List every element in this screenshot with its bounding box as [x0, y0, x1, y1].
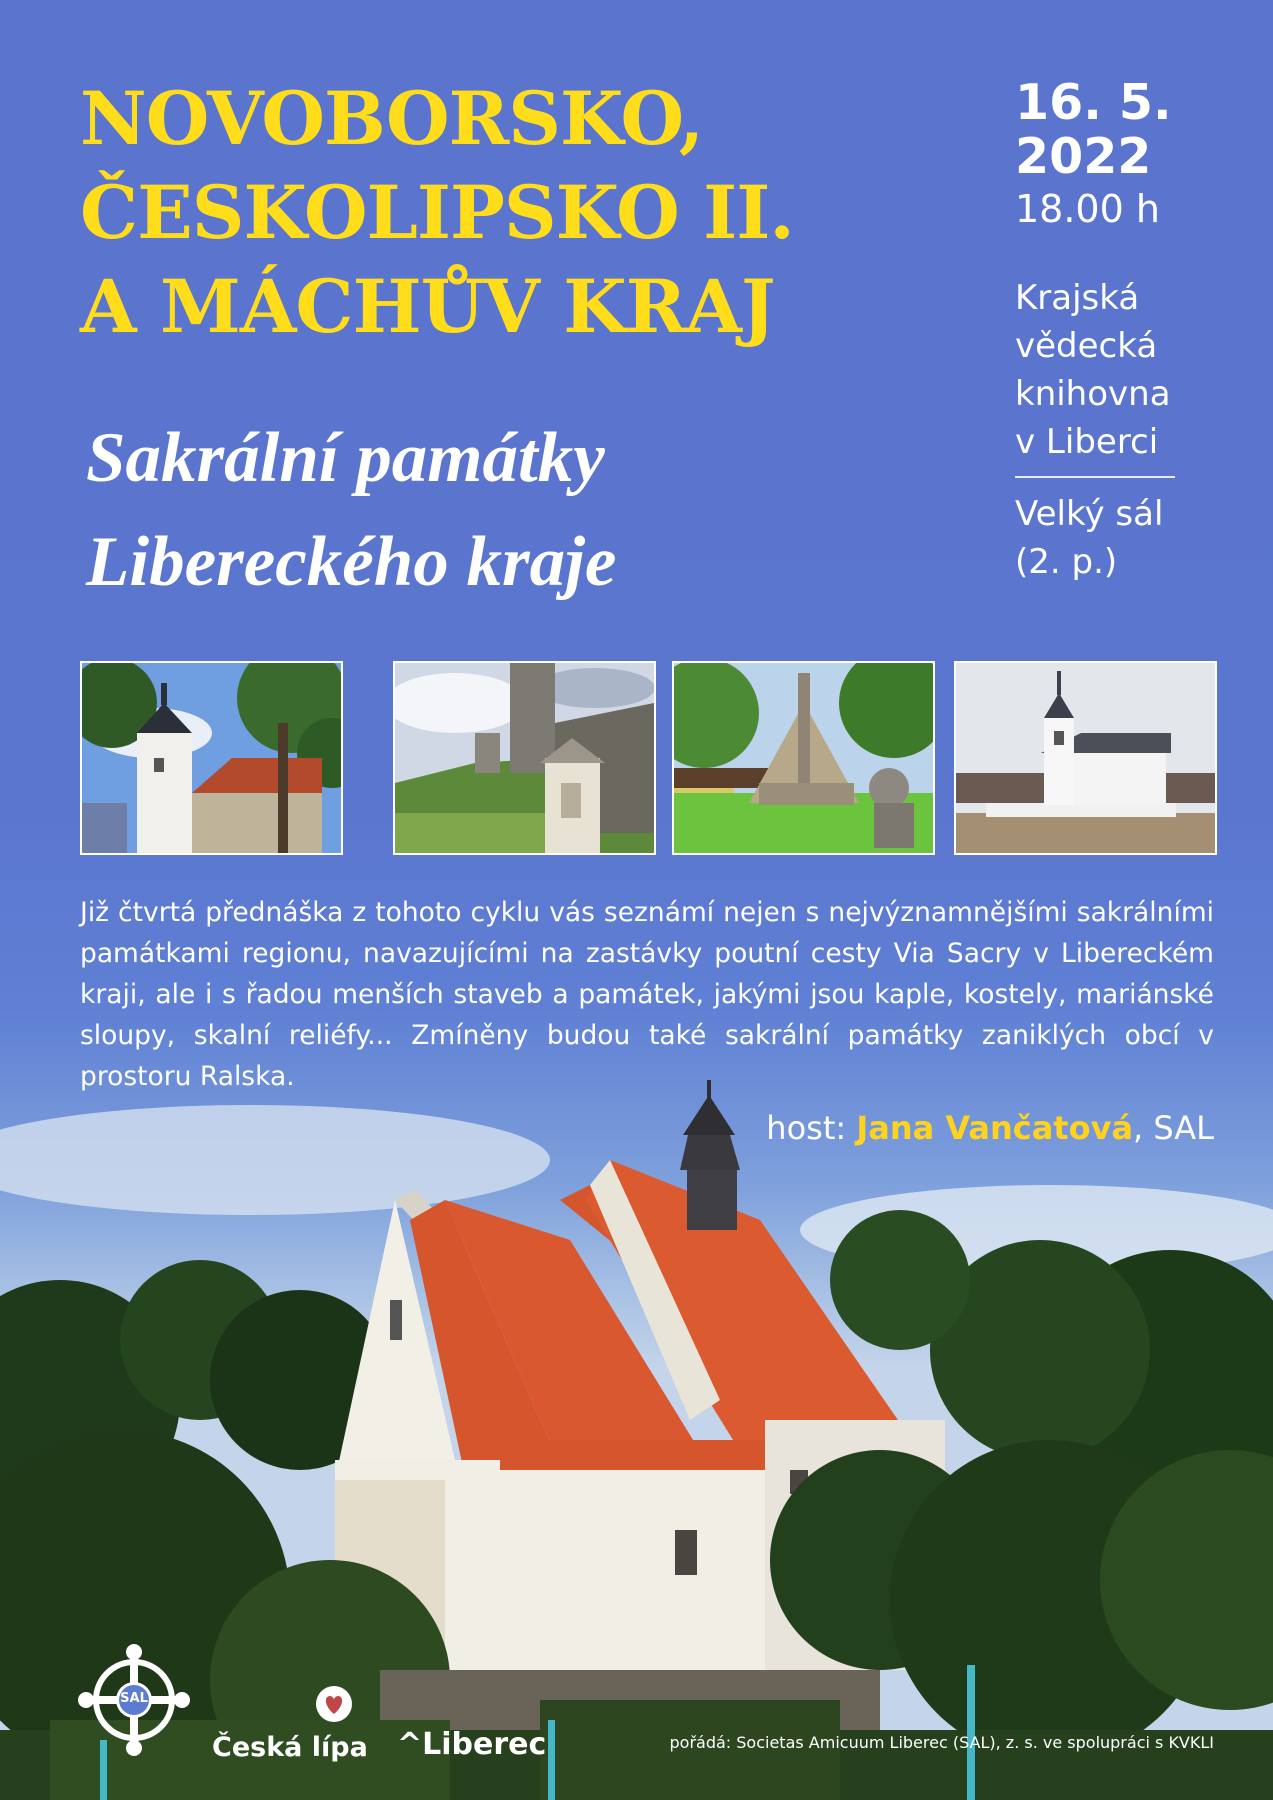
event-date [1015, 76, 1215, 184]
organizer-text: pořádá: Societas Amicuum Liberec (SAL), z. s. ve spolupráci s KVKLI [669, 1733, 1214, 1752]
event-info [1015, 76, 1215, 586]
event-date-day: 16. 5. [1015, 74, 1172, 131]
host-name: Jana Vančatová [856, 1109, 1134, 1147]
venue-line: Krajská [1015, 278, 1140, 318]
headline [80, 72, 794, 354]
hall-line: (2. p.) [1015, 542, 1118, 582]
subtitle-line: Libereckého kraje [86, 523, 617, 601]
headline-line: ČESKOLIPSKO II. [80, 170, 794, 256]
event-date-year: 2022 [1015, 128, 1152, 185]
ceska-lipa-text: Česká lípa [212, 1732, 368, 1763]
headline-line: A MÁCHŮV KRAJ [80, 264, 775, 350]
venue-line: vědecká [1015, 326, 1158, 366]
event-time: 18.00 h [1015, 187, 1160, 231]
subtitle-line: Sakrální památky [86, 419, 605, 497]
sal-logo-icon [78, 1644, 190, 1756]
sal-logo-text: SAL [120, 1691, 148, 1706]
venue-line: v Liberci [1015, 422, 1159, 462]
hall-line: Velký sál [1015, 494, 1164, 534]
host-prefix: host: [766, 1109, 857, 1147]
headline-line: NOVOBORSKO, [80, 76, 704, 162]
liberec-logo: ^Liberec [397, 1727, 547, 1762]
photo-church-tower [80, 661, 343, 855]
photo-stone-monument [672, 661, 935, 855]
host-suffix: , SAL [1133, 1109, 1214, 1147]
venue-line: knihovna [1015, 374, 1171, 414]
subtitle [86, 406, 616, 614]
info-divider [1015, 476, 1175, 478]
ceska-lipa-logo [212, 1684, 372, 1774]
photo-castle-ruin [393, 661, 656, 855]
ceska-lipa-heart-icon [314, 1684, 354, 1724]
event-venue [1015, 274, 1215, 466]
event-hall [1015, 490, 1215, 586]
description-text: Již čtvrtá přednáška z tohoto cyklu vás seznámí nejen s nejvýznamnějšími sakrálními památkami regionu, navazujícími na zastávky poutní cesty Via Sacry v Libereckém kraji, ale i s řadou menších staveb a památek, jakými jsou kaple, kostely, mariánské sloupy, skalní reliéfy... Zmíněny budou také sakrální památky zaniklých obcí v prostoru Ralska. [80, 897, 1214, 1092]
photo-strip [80, 661, 1214, 855]
logo-row [0, 1640, 1273, 1800]
photo-white-church [954, 661, 1217, 855]
